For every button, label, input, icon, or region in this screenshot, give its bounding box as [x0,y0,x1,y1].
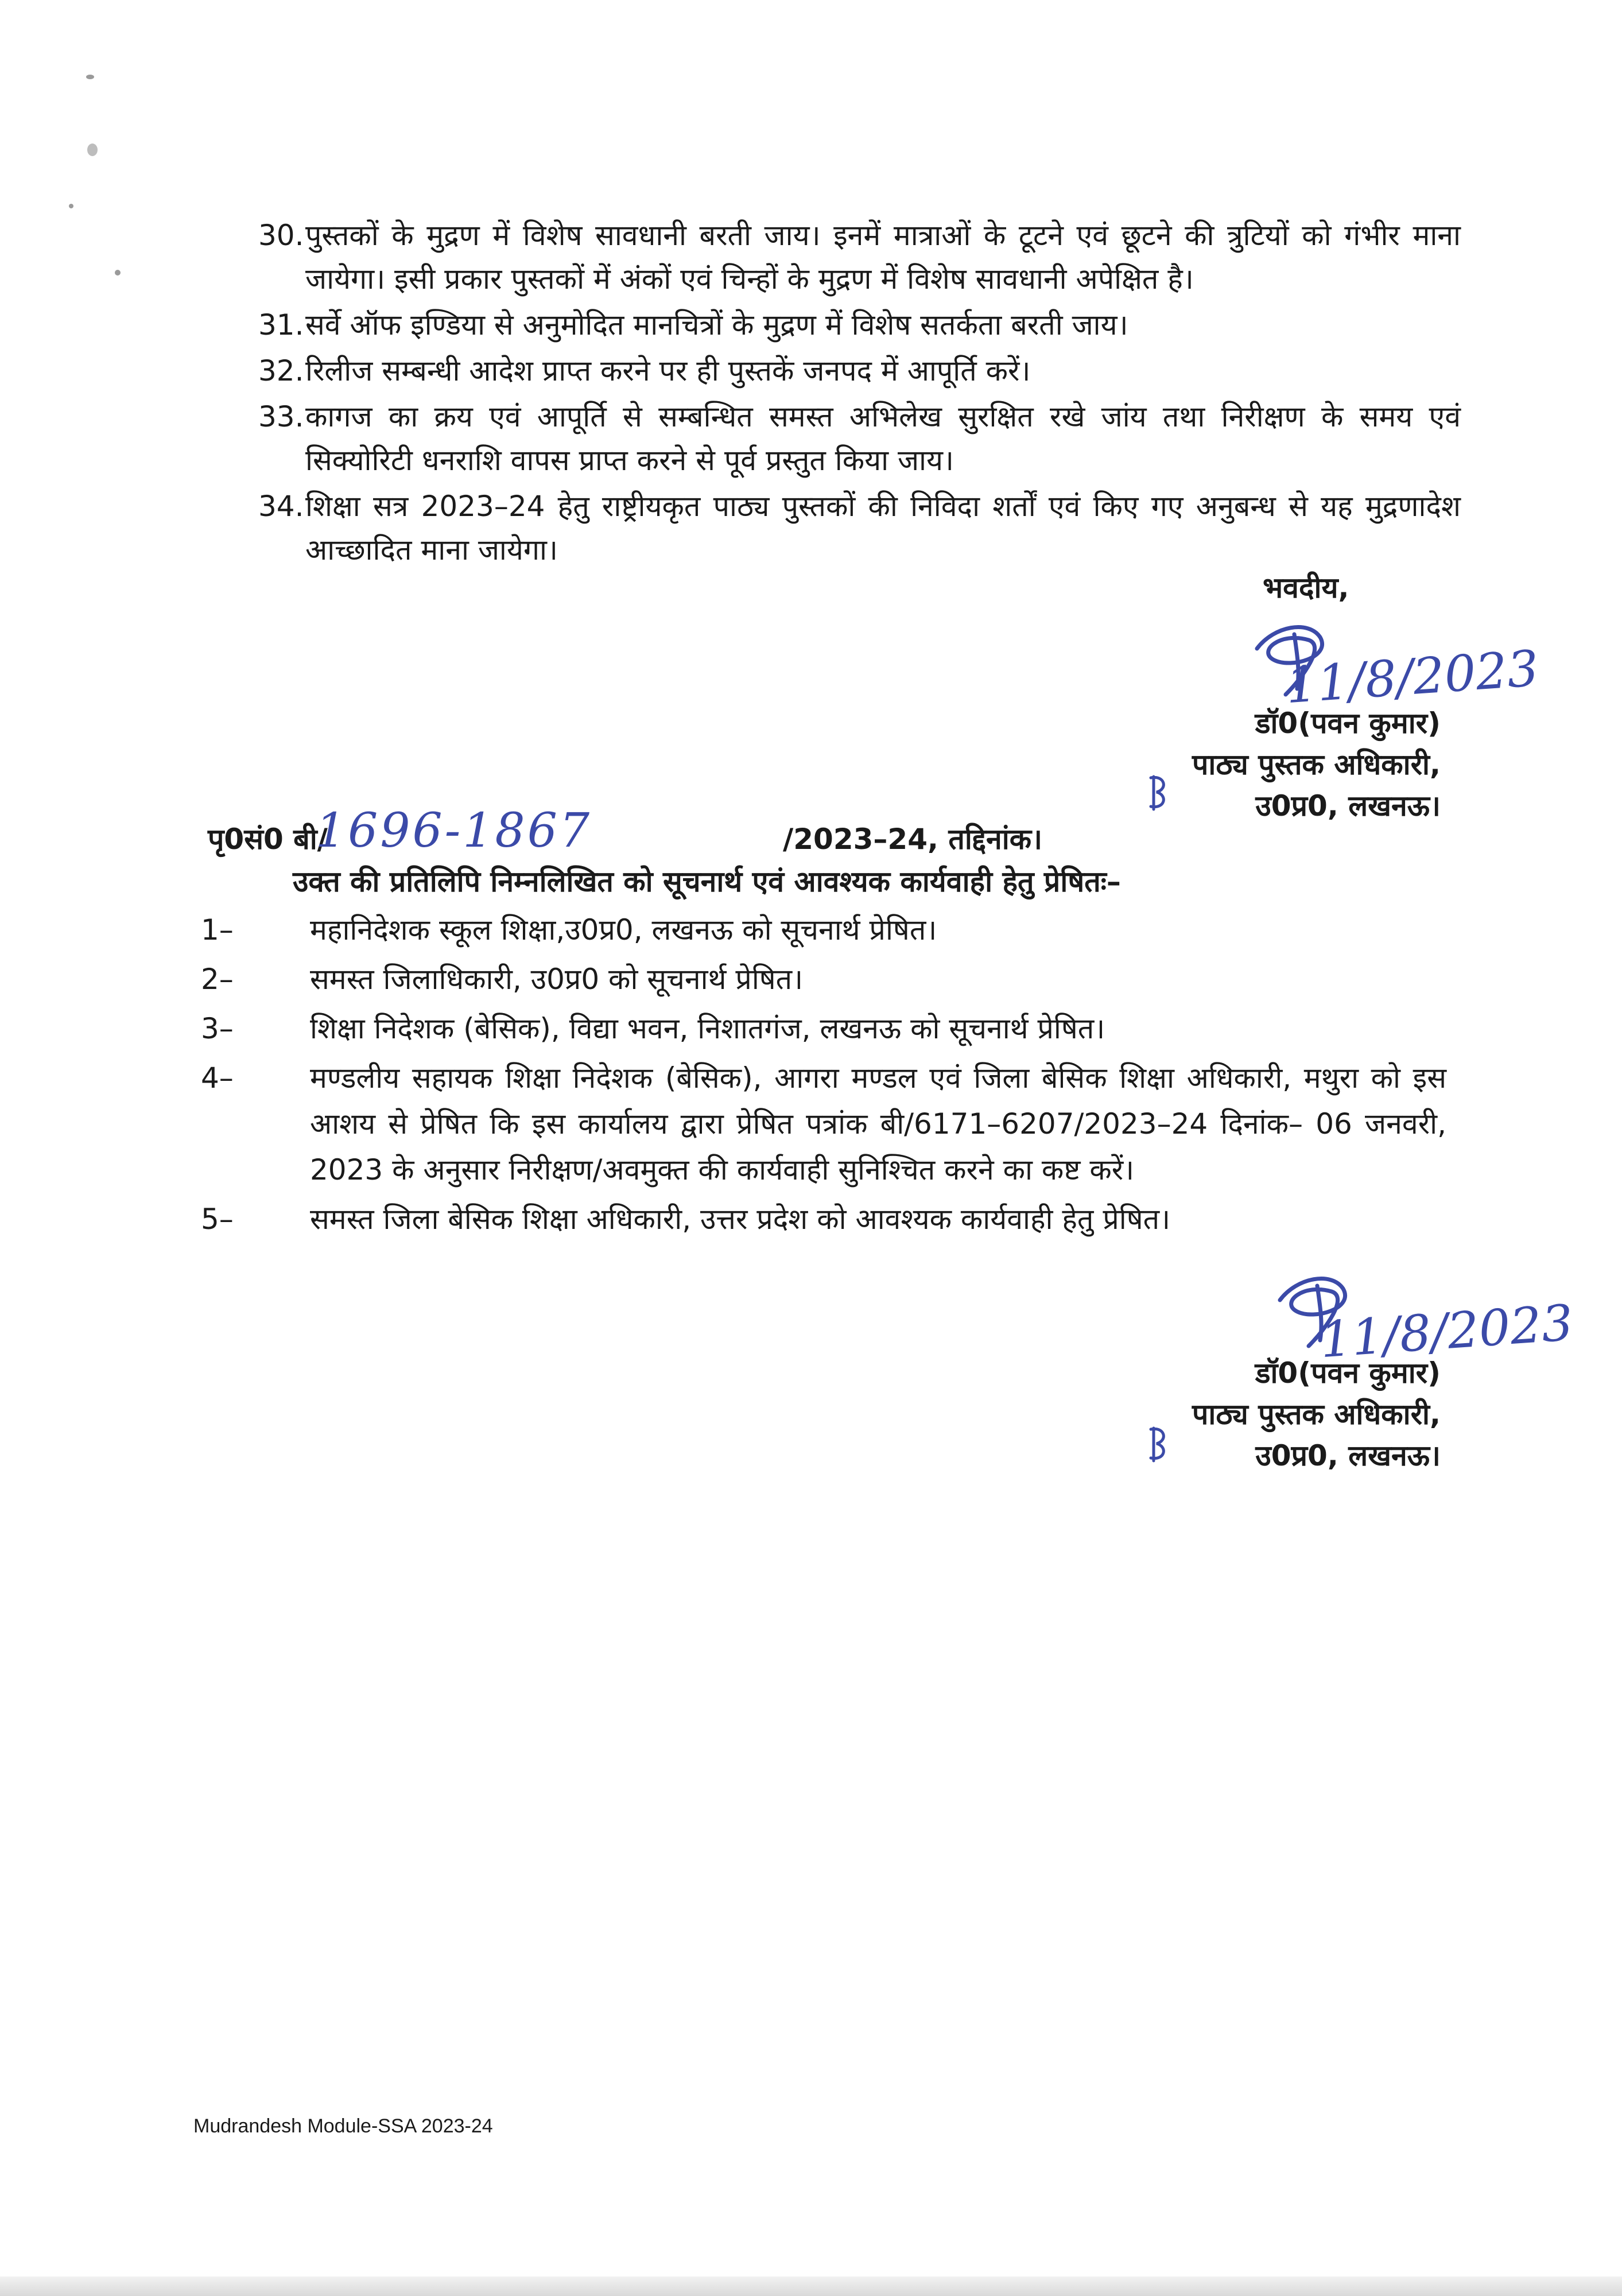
scan-speck [115,270,121,276]
signatory-name: डॉ0(पवन कुमार) [1255,707,1441,740]
item-number: 30. [258,219,304,252]
instruction-item [258,349,1461,393]
signatory-designation: पाठ्य पुस्तक अधिकारी, [1192,748,1441,781]
initial-mark [1142,772,1177,812]
instruction-item [258,214,1461,301]
recipient-number: 4– [201,1061,234,1095]
signature-date: 11/8/2023 [1318,1294,1575,1370]
signatory-office: उ0प्र0, लखनऊ। [1255,789,1441,823]
recipient-number: 3– [201,1012,234,1045]
recipient-text: समस्त जिला बेसिक शिक्षा अधिकारी, उत्तर प्रदेश को आवश्यक कार्यवाही हेतु प्रेषित। [310,1203,1171,1236]
recipient-text: शिक्षा निदेशक (बेसिक), विद्या भवन, निशातगंज, लखनऊ को सूचनार्थ प्रेषित। [310,1012,1105,1045]
item-text: पुस्तकों के मुद्रण में विशेष सावधानी बरती जाय। इनमें मात्राओं के टूटने एवं छूटने की त्रुटियों को गंभीर माना जायेगा। इसी प्रकार पुस्तकों में अंकों एवं चिन्हों के मुद्रण में विशेष सावधानी अपेक्षित है। [305,219,1461,296]
instruction-item [258,484,1461,572]
reference-suffix: /2023–24, तद्दिनांक। [783,823,1043,856]
recipient-number: 2– [201,963,234,996]
recipient-number: 5– [201,1203,234,1236]
copy-recipient-item [201,956,1446,1002]
copy-recipient-item [201,907,1446,953]
scan-edge [0,2276,1622,2296]
handwritten-reference-number: 1696-1867 [316,804,592,858]
recipient-text: महानिदेशक स्कूल शिक्षा,उ0प्र0, लखनऊ को सूचनार्थ प्रेषित। [310,913,937,947]
item-number: 32. [258,354,304,387]
scan-speck [69,204,73,208]
item-number: 31. [258,308,304,342]
footer-text: Mudrandesh Module-SSA 2023-24 [193,2115,493,2137]
scan-speck [86,75,94,79]
instruction-item [258,303,1461,347]
signature-block [1142,703,1441,827]
item-number: 33. [258,400,304,433]
signatory-name: डॉ0(पवन कुमार) [1255,1356,1441,1390]
signature-date: 11/8/2023 [1284,639,1540,715]
reference-line [208,804,1069,862]
item-text: कागज का क्रय एवं आपूर्ति से सम्बन्धित समस्त अभिलेख सुरक्षित रखे जांय तथा निरीक्षण के समय एवं सिक्योरिटी धनराशि वापस प्राप्त करने से पूर्व प्रस्तुत किया जाय। [305,400,1461,477]
reference-prefix: पृ0सं0 बी/ [208,823,328,856]
instruction-item [258,395,1461,482]
copy-recipient-item [201,1196,1446,1242]
copy-recipient-item [201,1055,1446,1193]
instruction-list [258,214,1461,574]
signature-block [1142,1352,1441,1476]
signatory-designation: पाठ्य पुस्तक अधिकारी, [1192,1398,1441,1431]
scan-speck [87,144,98,156]
recipient-text: समस्त जिलाधिकारी, उ0प्र0 को सूचनार्थ प्रेषित। [310,963,804,996]
item-number: 34. [258,490,304,523]
copy-recipient-list [201,907,1446,1246]
item-text: सर्वे ऑफ इण्डिया से अनुमोदित मानचित्रों के मुद्रण में विशेष सतर्कता बरती जाय। [305,308,1128,342]
signatory-office: उ0प्र0, लखनऊ। [1255,1439,1441,1472]
copy-intro: उक्त की प्रतिलिपि निम्नलिखित को सूचनार्थ एवं आवश्यक कार्यवाही हेतु प्रेषितः– [293,865,1121,898]
initial-mark [1142,1424,1177,1464]
recipient-number: 1– [201,913,234,947]
item-text: शिक्षा सत्र 2023–24 हेतु राष्ट्रीयकृत पाठ्य पुस्तकों की निविदा शर्तों एवं किए गए अनुबन्ध से यह मुद्रणादेश आच्छादित माना जायेगा। [305,490,1461,567]
recipient-text: मण्डलीय सहायक शिक्षा निदेशक (बेसिक), आगरा मण्डल एवं जिला बेसिक शिक्षा अधिकारी, मथुरा को इस आशय से प्रेषित कि इस कार्यालय द्वारा प्रेषित पत्रांक बी/6171–6207/2023–24 दिनांक– 06 जनवरी, 2023 के अनुसार निरीक्षण/अवमुक्त की कार्यवाही सुनिश्चित करने का कष्ट करें। [310,1061,1446,1186]
closing-salutation: भवदीय, [1263,571,1349,604]
copy-recipient-item [201,1006,1446,1052]
item-text: रिलीज सम्बन्धी आदेश प्राप्त करने पर ही पुस्तकें जनपद में आपूर्ति करें। [305,354,1031,387]
